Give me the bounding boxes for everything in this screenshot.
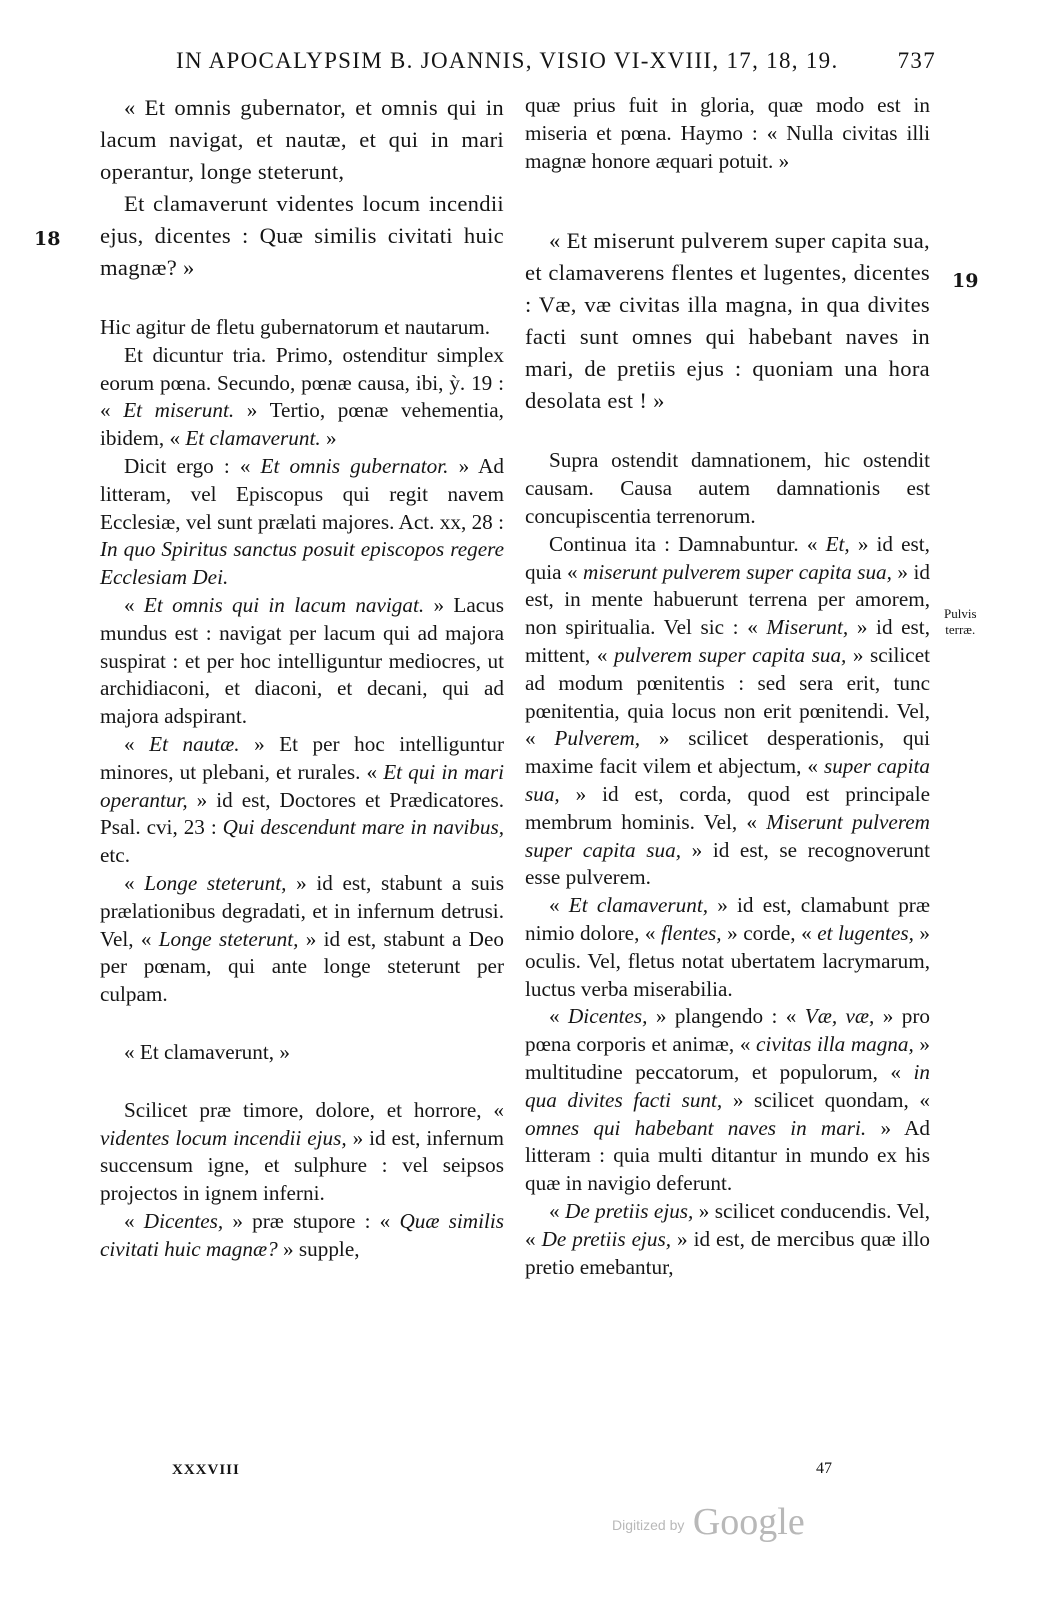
- italic-run: Væ, væ,: [804, 1004, 875, 1029]
- commentary-paragraph: [525, 1003, 930, 1198]
- text-run: » id est, Doctores et Prædicatores. Psal. cvi, 23 :: [100, 787, 504, 840]
- text-run: » plangendo : «: [647, 1004, 805, 1029]
- verse-number-18: 18: [34, 228, 61, 250]
- scripture-verse-19: [525, 225, 930, 417]
- text-run: «: [549, 1198, 566, 1223]
- google-logo: Google: [692, 1501, 805, 1543]
- sheet-number: 47: [816, 1460, 832, 1477]
- running-title: IN APOCALYPSIM B. JOANNIS, VISIO VI-XVIII, 17, 18, 19.: [176, 48, 839, 73]
- text-run: »: [320, 426, 337, 451]
- italic-run: in qua divites facti sunt,: [525, 1059, 930, 1112]
- italic-run: Et qui in mari operantur,: [100, 759, 504, 812]
- signature-mark: XXXVIII: [172, 1462, 240, 1478]
- text-run: » scilicet quondam, «: [722, 1087, 930, 1112]
- text-run: «: [124, 870, 145, 895]
- margin-note: [944, 606, 977, 638]
- italic-run: Et clamaverunt,: [568, 893, 709, 918]
- text-run: etc.: [100, 843, 130, 868]
- italic-run: De pretiis ejus,: [541, 1226, 672, 1251]
- text-run: » id est, quia «: [525, 531, 930, 584]
- margin-note-line: Pulvis: [944, 606, 977, 621]
- verse-number-19: 19: [952, 270, 979, 292]
- text-run: » id est, stabunt a suis prælationibus degradati, et in infernum detrusi. Vel, «: [100, 870, 504, 951]
- italic-run: Et,: [825, 531, 850, 556]
- text-run: » scilicet conducendis. Vel, «: [525, 1198, 930, 1251]
- text-run: » oculis. Vel, fletus notat ubertatem lacrymarum, luctus verba miserabilia.: [525, 920, 931, 1001]
- italic-run: Dicentes,: [568, 1004, 648, 1029]
- text-run: «: [124, 731, 150, 756]
- scripture-verse-18: [100, 188, 504, 284]
- italic-run: Et clamaverunt.: [185, 426, 321, 451]
- italic-run: pulverem super capita sua,: [613, 642, 847, 667]
- italic-run: Miserunt pulverem super capita sua,: [525, 809, 930, 862]
- text-run: » Ad litteram : quia multi ditantur in mundo ex his quæ in navigio deferunt.: [525, 1115, 930, 1196]
- italic-run: super capita sua,: [525, 754, 930, 806]
- text-run: « Et miserunt pulverem super capita sua, et clamaverens flentes et lugentes, dicentes : Væ, væ civitas illa magna, in qua divites facti sunt omnes qui habebant naves in mari, de pretiis ejus : quoniam una hora desolata est ! »: [525, 228, 930, 414]
- commentary-paragraph: [100, 592, 504, 731]
- italic-run: civitas illa magna,: [756, 1032, 914, 1057]
- italic-run: omnes qui habebant naves in mari.: [525, 1115, 867, 1140]
- text-run: » Et per hoc intelliguntur minores, ut plebani, et rurales. «: [100, 731, 504, 784]
- text-run: « Et clamaverunt, »: [124, 1039, 290, 1064]
- lemma-heading: [100, 1039, 504, 1067]
- commentary-paragraph: [100, 1097, 504, 1208]
- text-run: » id est, corda, quod est principale membrum hominis. Vel, «: [525, 781, 930, 834]
- text-run: Et clamaverunt videntes locum incendii ejus, dicentes : Quæ similis civitati huic magnæ? »: [100, 191, 504, 280]
- italic-run: Et omnis qui in lacum navigat.: [143, 592, 425, 617]
- commentary-paragraph: [100, 342, 504, 453]
- text-run: » id est, stabunt a Deo per pœnam, qui ante longe steterunt per culpam.: [100, 926, 504, 1007]
- commentary-paragraph: [100, 1208, 504, 1264]
- text-run: » Lacus mundus est : navigat per lacum qui ad majora suspirat : et per hoc intelliguntur mediocres, ut archidiaconi, et diaconi, et decani, qui ad majora adspirant.: [100, 592, 504, 729]
- italic-run: Qui descendunt mare in navibus,: [222, 815, 505, 840]
- italic-run: Quæ similis civitati huic magnæ?: [100, 1208, 504, 1261]
- digitized-prefix: Digitized by: [612, 1517, 685, 1533]
- commentary-paragraph: [525, 447, 930, 530]
- italic-run: Et nautæ.: [149, 731, 240, 756]
- italic-run: Et miserunt.: [123, 398, 235, 423]
- text-run: » id est, clamabunt præ nimio dolore, «: [525, 893, 930, 945]
- italic-run: Longe steterunt,: [144, 870, 287, 895]
- text-run: Dicit ergo : «: [124, 453, 261, 478]
- commentary-paragraph: [525, 531, 930, 892]
- italic-run: miserunt pulverem super capita sua,: [583, 559, 892, 584]
- text-run: » multitudine peccatorum, et populorum, «: [525, 1032, 930, 1084]
- italic-run: In quo Spiritus sanctus posuit episcopos regere Ecclesiam Dei.: [100, 537, 504, 590]
- text-run: » supple,: [277, 1236, 360, 1261]
- text-run: » Tertio, pœnæ vehementia, ibidem, «: [100, 398, 504, 451]
- text-run: » id est, infernum succensum igne, et sulphure : vel seipsos projectos in ignem inferni.: [100, 1125, 504, 1206]
- text-run: « Et omnis gubernator, et omnis qui in lacum navigat, et nautæ, et qui in mari operantur, longe steterunt,: [100, 95, 504, 184]
- text-run: » scilicet ad modum pœnitentis : sed sera erit, tunc pœnitentia, quia locus non erit pœnitendi. Vel, «: [525, 642, 930, 751]
- text-run: » id est, mittent, «: [525, 615, 930, 667]
- commentary-paragraph: [100, 731, 504, 870]
- digitized-watermark: [612, 1500, 805, 1544]
- commentary-paragraph: [100, 870, 504, 1009]
- text-run: «: [124, 1208, 144, 1233]
- text-run: «: [124, 592, 144, 617]
- text-run: Hic agitur de fletu gubernatorum et nautarum.: [100, 315, 491, 339]
- italic-run: Miserunt,: [766, 615, 849, 640]
- page-header: [176, 48, 936, 88]
- text-run: quæ prius fuit in gloria, quæ modo est in miseria et pœna. Haymo : « Nulla civitas illi magnæ honore æquari potuit. »: [525, 93, 930, 173]
- text-run: «: [549, 1004, 568, 1029]
- italic-run: Pulverem,: [554, 726, 641, 751]
- commentary-paragraph: [100, 453, 504, 592]
- text-run: Et dicuntur tria. Primo, ostenditur simplex eorum pœna. Secundo, pœnæ causa, ibi, ỳ. 19 : «: [100, 342, 504, 423]
- text-run: » scilicet desperationis, qui maxime facit vilem et abjectum, «: [525, 726, 931, 779]
- text-run: » corde, «: [721, 920, 818, 945]
- text-run: Scilicet præ timore, dolore, et horrore, «: [124, 1097, 504, 1122]
- italic-run: et lugentes,: [817, 920, 914, 945]
- italic-run: flentes,: [661, 920, 722, 945]
- text-run: Continua ita : Damnabuntur. «: [549, 531, 826, 556]
- commentary-paragraph: [100, 314, 504, 342]
- italic-run: De pretiis ejus,: [565, 1198, 694, 1223]
- text-run: » Ad litteram, vel Episcopus qui regit navem Ecclesiæ, vel sunt prælati majores. Act. xx, 28 :: [100, 453, 504, 534]
- text-run: » id est, se recognoverunt esse pulverem.: [525, 837, 930, 890]
- right-column: [525, 92, 930, 1281]
- italic-run: Dicentes,: [143, 1208, 224, 1233]
- text-run: «: [549, 893, 569, 918]
- italic-run: videntes locum incendii ejus,: [100, 1125, 347, 1150]
- text-run: » id est, in mente habuerunt terrena per amorem, non spiritualia. Vel sic : «: [525, 559, 930, 640]
- commentary-paragraph: [525, 1198, 930, 1281]
- italic-run: Longe steterunt,: [158, 926, 299, 951]
- text-run: » id est, de mercibus quæ illo pretio emebantur,: [525, 1226, 930, 1279]
- text-run: » præ stupore : «: [223, 1208, 400, 1233]
- commentary-paragraph: [525, 92, 930, 175]
- commentary-paragraph: [525, 892, 930, 1003]
- scripture-verse-17: [100, 92, 504, 188]
- text-run: » pro pœna corporis et animæ, «: [525, 1004, 930, 1057]
- italic-run: Et omnis gubernator.: [260, 453, 449, 478]
- margin-note-line: terræ.: [945, 622, 976, 637]
- left-column: [100, 92, 504, 1264]
- page-number: 737: [897, 48, 936, 73]
- text-run: Supra ostendit damnationem, hic ostendit causam. Causa autem damnationis est concupiscentia terrenorum.: [525, 448, 930, 528]
